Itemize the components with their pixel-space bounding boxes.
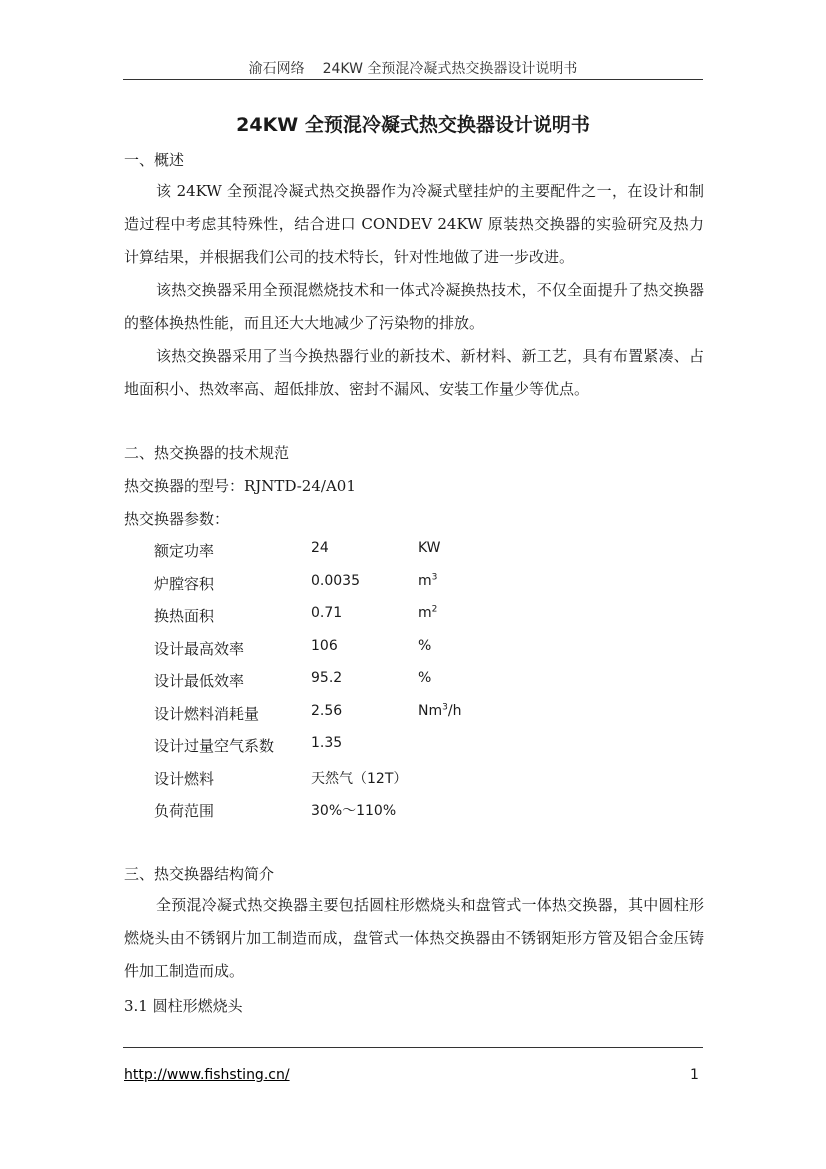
param-value: 106 — [311, 637, 338, 654]
param-value: 0.71 — [311, 605, 343, 621]
footer-url-link[interactable]: http://www.fishsting.cn/ — [124, 1067, 290, 1083]
param-name: 额定功率 — [154, 542, 215, 560]
section2-heading: 二、热交换器的技术规范 — [124, 444, 290, 462]
header-doc-title: 24KW 全预混冷凝式热交换器设计说明书 — [322, 61, 578, 77]
param-name: 设计燃料 — [154, 769, 215, 788]
param-value: 0.0035 — [311, 572, 360, 589]
param-unit-base: m — [418, 605, 432, 621]
param-unit-base: % — [418, 670, 432, 686]
param-name: 设计燃料消耗量 — [154, 704, 260, 723]
header-site: 渝石网络 — [248, 61, 305, 77]
section1-heading: 一、概述 — [124, 151, 185, 169]
section1-paragraph-3: 该热交换器采用了当今换热器行业的新技术、新材料、新工艺，具有布置紧凑、占地面积小、热效率高、超低排放、密封不漏风、安装工作量少等优点。 — [124, 347, 704, 398]
param-name: 设计过量空气系数 — [154, 737, 275, 755]
model-line: 热交换器的型号：RJNTD-24/A01 — [124, 477, 356, 495]
section1-paragraph-1: 该 24KW 全预混冷凝式热交换器作为冷凝式壁挂炉的主要配件之一，在设计和制造过程中考虑其特殊性，结合进口 CONDEV 24KW 原装热交换器的实验研究及热力计算结果，并根据我们公司的技术特长，针对性地做了进一步改进。 — [124, 182, 704, 266]
param-unit-exponent: 3 — [442, 701, 448, 712]
section3-heading: 三、热交换器结构简介 — [124, 865, 275, 883]
param-name: 炉膛容积 — [154, 574, 215, 593]
document-title: 24KW 全预混冷凝式热交换器设计说明书 — [236, 114, 590, 136]
param-value: 95.2 — [311, 670, 343, 686]
param-unit-tail: /h — [447, 702, 462, 719]
param-unit-base: m — [418, 572, 432, 589]
page-number: 1 — [690, 1067, 699, 1083]
param-row — [154, 670, 574, 692]
footer-rule — [123, 1047, 703, 1048]
param-unit — [418, 605, 437, 621]
param-unit — [418, 638, 431, 654]
param-value: 天然气（12T） — [311, 770, 408, 787]
param-unit-exponent: 3 — [431, 571, 438, 582]
param-unit — [418, 573, 437, 589]
param-value: 1.35 — [311, 735, 343, 751]
param-unit — [418, 703, 461, 719]
param-unit-exponent: 2 — [431, 604, 438, 615]
param-row — [154, 540, 574, 562]
param-row — [154, 735, 574, 757]
param-value: 24 — [311, 540, 329, 556]
param-unit-base: % — [418, 637, 432, 654]
param-name: 设计最高效率 — [154, 639, 245, 658]
param-unit-base: Nm — [418, 702, 443, 719]
param-unit-base: KW — [418, 540, 441, 556]
subsection-3-1: 3.1 圆柱形燃烧头 — [124, 997, 243, 1015]
param-row — [154, 703, 574, 725]
param-unit — [418, 670, 431, 686]
params-label: 热交换器参数： — [124, 510, 230, 528]
running-header — [0, 58, 826, 78]
header-rule — [123, 79, 703, 80]
param-row — [154, 605, 574, 627]
param-row — [154, 573, 574, 595]
param-unit — [418, 540, 441, 556]
param-name: 设计最低效率 — [154, 672, 245, 690]
param-row — [154, 800, 574, 822]
param-value: 30%～110% — [311, 803, 397, 819]
param-value: 2.56 — [311, 702, 343, 719]
param-name: 换热面积 — [154, 607, 215, 625]
section3-paragraph-1: 全预混冷凝式热交换器主要包括圆柱形燃烧头和盘管式一体热交换器，其中圆柱形燃烧头由不锈钢片加工制造而成，盘管式一体热交换器由不锈钢矩形方管及铝合金压铸件加工制造而成。 — [124, 896, 704, 980]
section1-paragraph-2: 该热交换器采用全预混燃烧技术和一体式冷凝换热技术，不仅全面提升了热交换器的整体换热性能，而且还大大地减少了污染物的排放。 — [124, 281, 704, 332]
param-name: 负荷范围 — [154, 802, 215, 820]
param-row — [154, 638, 574, 660]
param-row — [154, 768, 574, 790]
